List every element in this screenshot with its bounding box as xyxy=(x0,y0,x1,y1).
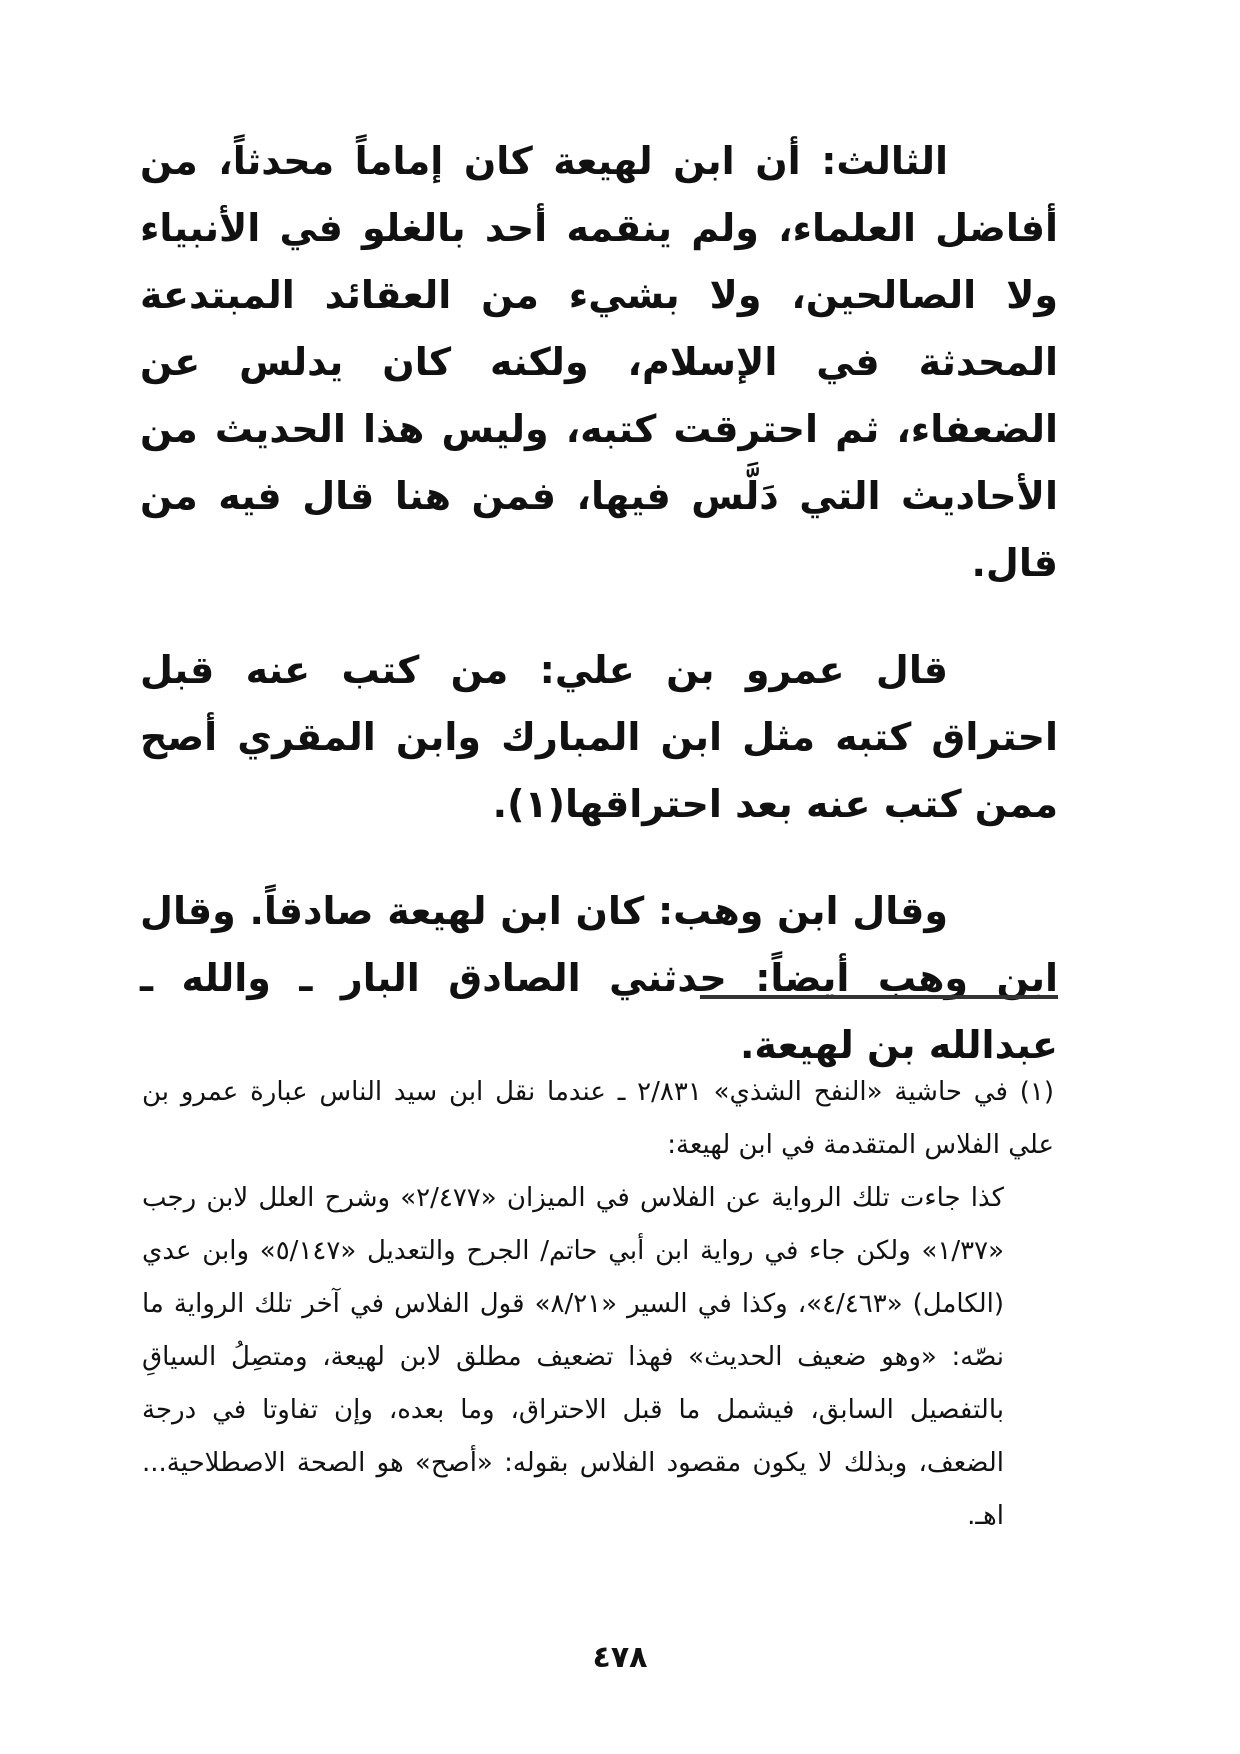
paragraph-1: الثالث: أن ابن لهيعة كان إماماً محدثاً، من أفاضل العلماء، ولم ينقمه أحد بالغلو في الأنبياء ولا الصالحين، ولا بشيء من العقائد المبتدعة المحدثة في الإسلام، ولكنه كان يدلس عن الضعفاء، ثم احترقت كتبه، وليس هذا الحديث من الأحاديث التي دَلَّس فيها، فمن هنا قال فيه من قال. xyxy=(140,139,1058,585)
paragraph-2: قال عمرو بن علي: من كتب عنه قبل احتراق كتبه مثل ابن المبارك وابن المقري أصح ممن كتب عنه بعد احتراقها(١). xyxy=(140,648,1058,826)
footnote-1-intro: (١) في حاشية «النفح الشذي» ٢/٨٣١ ـ عندما نقل ابن سيد الناس عبارة عمرو بن علي الفلاس المتقدمة في ابن لهيعة: xyxy=(142,1077,1054,1160)
footnotes-block xyxy=(142,1066,1054,1543)
footnote-1-body: كذا جاءت تلك الرواية عن الفلاس في الميزان «٢/٤٧٧» وشرح العلل لابن رجب «١/٣٧» ولكن جاء في رواية ابن أبي حاتم/ الجرح والتعديل «٥/١٤٧» وابن عدي (الكامل) «٤/٤٦٣»، وكذا في السير «٨/٢١» قول الفلاس في آخر تلك الرواية ما نصّه: «وهو ضعيف الحديث» فهذا تضعيف مطلق لابن لهيعة، ومتصِلُ السياقِ بالتفصيل السابق، فيشمل ما قبل الاحتراق، وما بعده، وإن تفاوتا في درجة الضعف، وبذلك لا يكون مقصود الفلاس بقوله: «أصح» هو الصحة الاصطلاحية... اهـ. xyxy=(142,1183,1005,1531)
footnote-separator xyxy=(700,995,1058,999)
paragraph-3: وقال ابن وهب: كان ابن لهيعة صادقاً. وقال ابن وهب أيضاً: حدثني الصادق البار ـ والله ـ عبدالله بن لهيعة. xyxy=(140,889,1058,1067)
main-text-block xyxy=(140,128,1058,1119)
page-number: ٤٧٨ xyxy=(592,1640,648,1675)
